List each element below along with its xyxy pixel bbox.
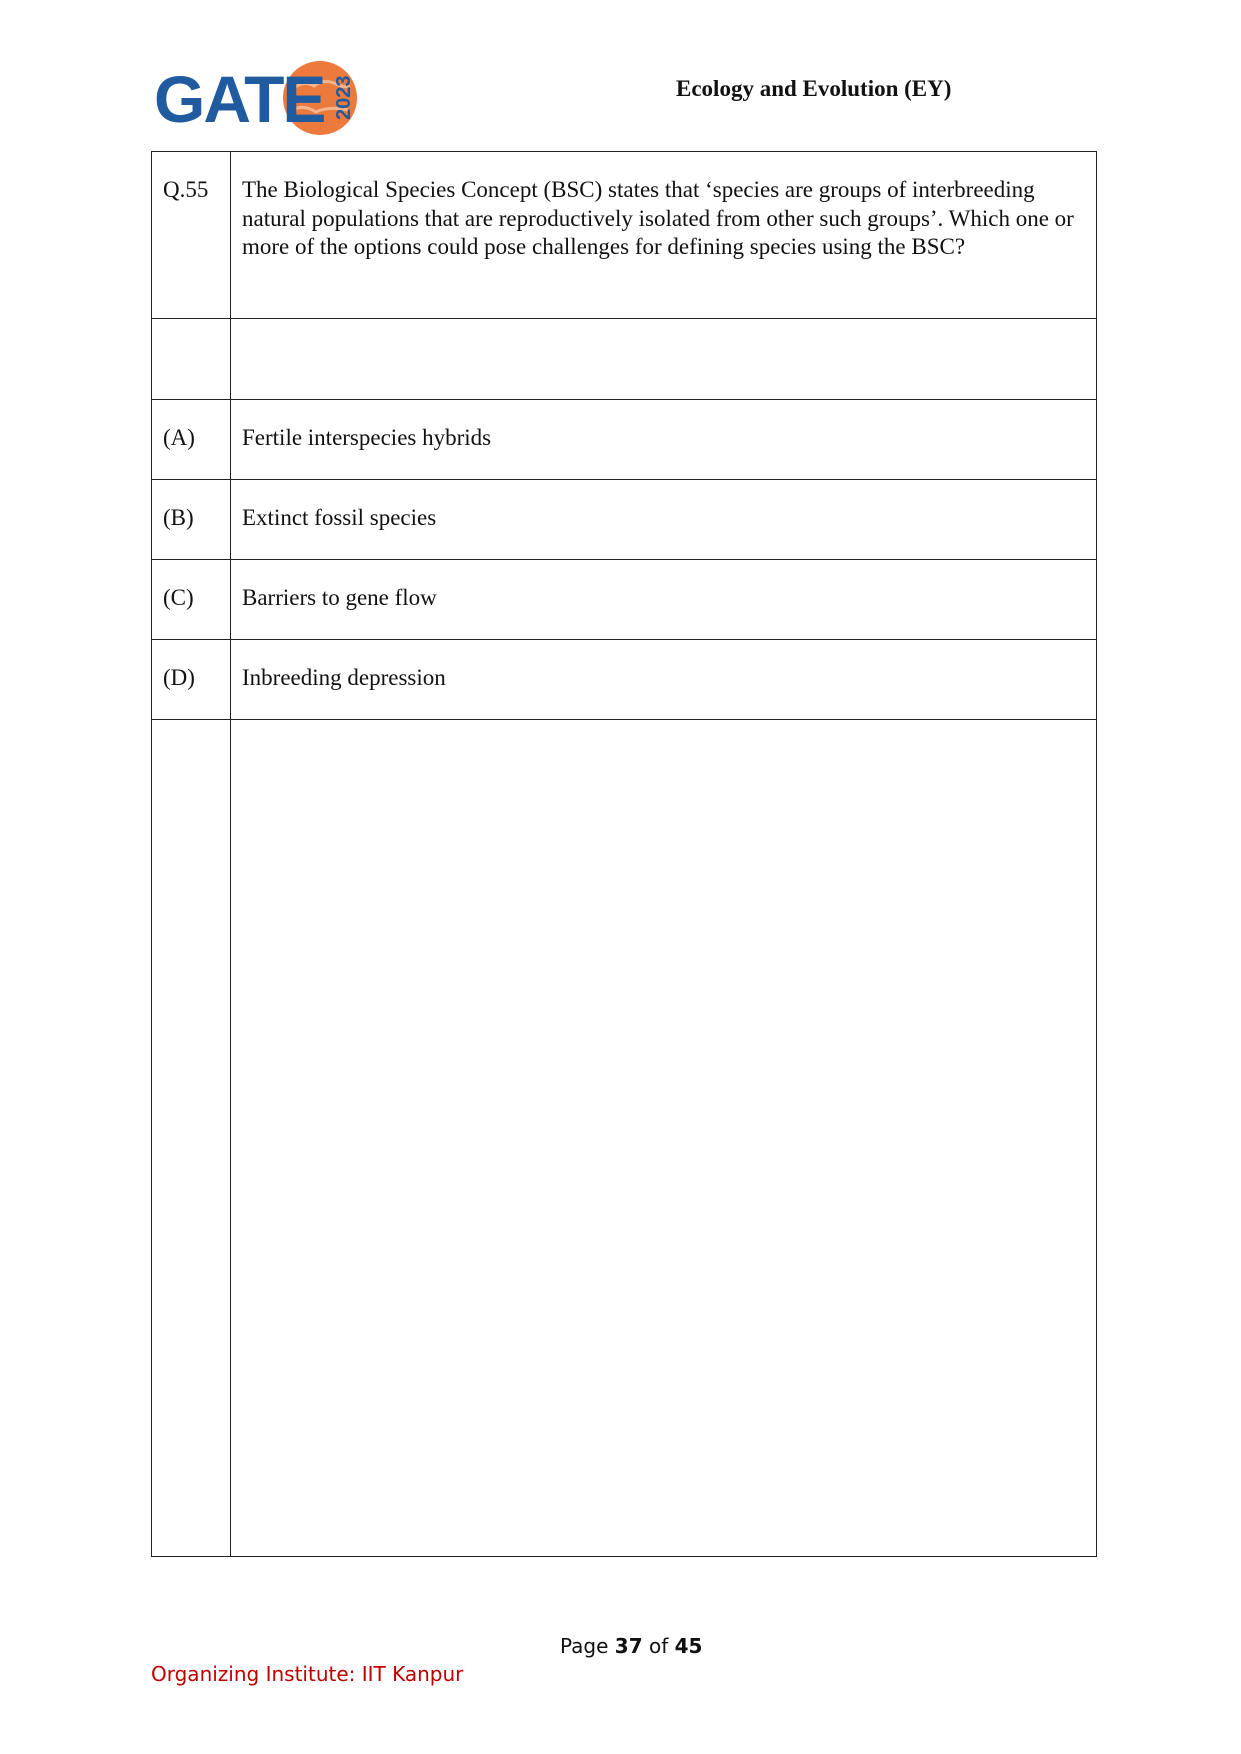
option-text: Fertile interspecies hybrids bbox=[242, 425, 492, 450]
question-number: Q.55 bbox=[163, 177, 209, 202]
subject-title: Ecology and Evolution (EY) bbox=[676, 76, 952, 101]
blank-row bbox=[152, 319, 1097, 400]
option-row-a bbox=[152, 400, 1097, 480]
logo-text: GATE bbox=[154, 62, 325, 136]
question-row bbox=[152, 152, 1097, 319]
option-label: (D) bbox=[163, 665, 195, 690]
page-number: Page 37 of 45 bbox=[560, 1634, 703, 1658]
question-text: The Biological Species Concept (BSC) states that ‘species are groups of interbreeding natural populations that are reproductively isolated from other such groups’. Which one or more of the options could pose challenges for defining species using the BSC? bbox=[242, 177, 1074, 259]
option-label: (B) bbox=[163, 505, 194, 530]
option-row-b bbox=[152, 480, 1097, 560]
option-row-d bbox=[152, 640, 1097, 720]
option-text: Barriers to gene flow bbox=[242, 585, 437, 610]
option-text: Inbreeding depression bbox=[242, 665, 446, 690]
option-text: Extinct fossil species bbox=[242, 505, 437, 530]
organizing-institute: Organizing Institute: IIT Kanpur bbox=[151, 1662, 464, 1686]
gate-logo-graphic bbox=[154, 58, 364, 140]
option-label: (C) bbox=[163, 585, 194, 610]
workspace-row bbox=[152, 720, 1097, 1557]
gate-logo bbox=[154, 58, 364, 140]
option-label: (A) bbox=[163, 425, 195, 450]
option-row-c bbox=[152, 560, 1097, 640]
logo-year: 2023 bbox=[333, 75, 355, 120]
question-table bbox=[151, 151, 1097, 1557]
